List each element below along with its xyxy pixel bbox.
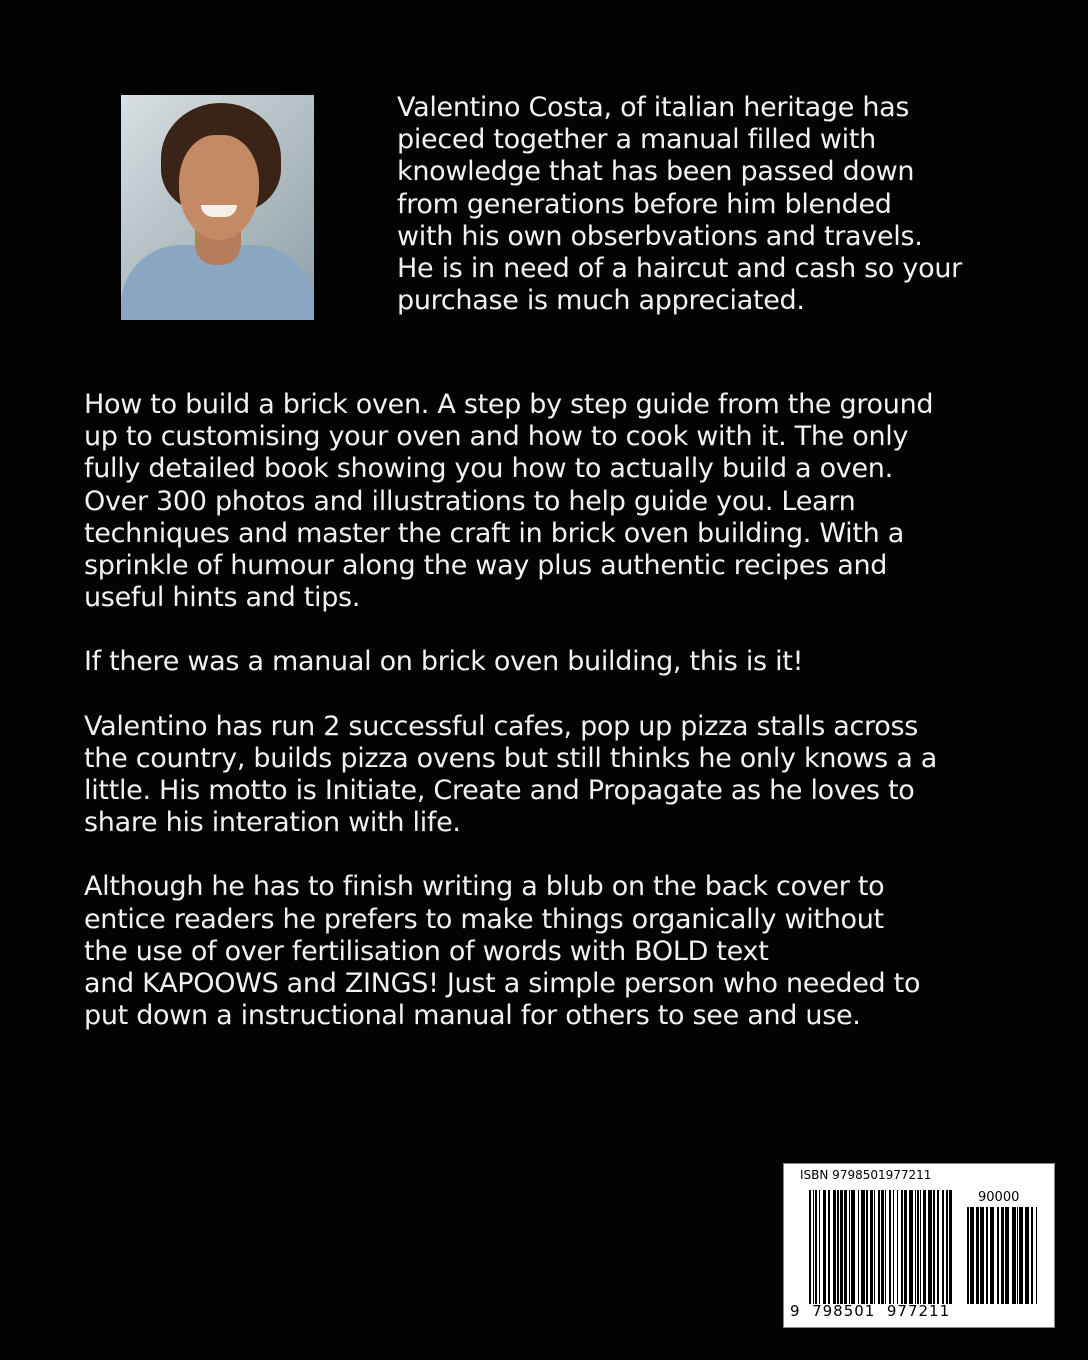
paragraph-line: entice readers he prefers to make things organically without	[84, 903, 884, 935]
barcode-bar	[980, 1207, 984, 1304]
barcode-bar	[933, 1190, 935, 1304]
barcode-bar	[878, 1190, 880, 1304]
barcode-bar	[881, 1190, 884, 1304]
paragraph-line: sprinkle of humour along the way plus authentic recipes and	[84, 550, 888, 582]
price-addon: 90000	[978, 1190, 1020, 1205]
barcode-bar	[1036, 1207, 1037, 1304]
barcode-bar	[923, 1190, 926, 1304]
barcode-bar	[815, 1190, 817, 1304]
barcode-bar	[885, 1190, 886, 1304]
bio-line: knowledge that has been passed down	[397, 156, 915, 188]
paragraph-line: the country, builds pizza ovens but still thinks he only knows a a	[84, 742, 937, 774]
barcode-bar	[990, 1207, 994, 1304]
bio-line: Valentino Costa, of italian heritage has	[397, 92, 910, 123]
barcode-bar	[1005, 1207, 1009, 1304]
barcode-bar	[1031, 1207, 1033, 1304]
barcode-bar	[949, 1190, 952, 1304]
bio-line: He is in need of a haircut and cash so your	[397, 253, 962, 285]
paragraph-line: put down a instructional manual for others to see and use.	[84, 1000, 861, 1032]
barcode-bar	[942, 1190, 944, 1304]
barcode-bar	[897, 1190, 898, 1304]
barcode-bar	[870, 1190, 873, 1304]
paragraph-line: fully detailed book showing you how to actually build a oven.	[84, 453, 893, 485]
barcode-bar	[828, 1190, 830, 1304]
barcode-bar	[823, 1190, 826, 1304]
paragraph-line: Valentino has run 2 successful cafes, pop up pizza stalls across	[84, 710, 919, 742]
barcode-bar	[813, 1190, 814, 1304]
book-description	[84, 389, 937, 1064]
barcode-bar	[819, 1190, 820, 1304]
author-bio	[397, 92, 962, 317]
barcode-bar	[861, 1190, 865, 1304]
barcode-bar	[1001, 1207, 1004, 1304]
barcode-bar	[997, 1207, 999, 1304]
barcode-bar	[909, 1190, 913, 1304]
barcode-bar	[809, 1190, 811, 1304]
bio-line: pieced together a manual filled with	[397, 124, 876, 156]
barcode-bar	[917, 1190, 919, 1304]
barcode-bar	[1025, 1207, 1029, 1304]
isbn-label: ISBN 9798501977211	[800, 1168, 932, 1182]
bio-line: from generations before him blended	[397, 188, 892, 220]
barcode-bar	[851, 1190, 855, 1304]
isbn-barcode	[783, 1163, 1055, 1328]
barcode-bar	[1019, 1207, 1023, 1304]
barcode-bar	[1017, 1207, 1018, 1304]
barcode-bar	[844, 1190, 847, 1304]
barcode-bar	[970, 1207, 974, 1304]
barcode-bar	[967, 1207, 969, 1304]
bio-line: with his own obserbvations and travels.	[397, 220, 923, 252]
paragraph-line: Although he has to finish writing a blub on the back cover to	[84, 871, 885, 903]
paragraph-line: up to customising your oven and how to cook with it. The only	[84, 421, 909, 453]
paragraph-line: How to build a brick oven. A step by step guide from the ground	[84, 389, 934, 420]
paragraph-line: and KAPOOWS and ZINGS! Just a simple person who needed to	[84, 968, 921, 1000]
barcode-bar	[893, 1190, 894, 1304]
barcode-bar	[1012, 1207, 1016, 1304]
barcode-bar	[901, 1190, 903, 1304]
barcode-bar	[946, 1190, 948, 1304]
barcode-bar	[858, 1190, 859, 1304]
barcode-bar	[849, 1190, 850, 1304]
barcode-bar	[920, 1190, 921, 1304]
barcode-bar	[833, 1190, 836, 1304]
barcode-bar	[840, 1190, 843, 1304]
paragraph-line: useful hints and tips.	[84, 582, 361, 614]
barcode-bar	[928, 1190, 932, 1304]
barcode-bar	[837, 1190, 839, 1304]
barcode-bar	[866, 1190, 868, 1304]
paragraph-line: Over 300 photos and illustrations to help guide you. Learn	[84, 485, 856, 517]
barcode-bar	[915, 1190, 916, 1304]
author-photo	[121, 95, 314, 320]
barcode-bar	[937, 1190, 939, 1304]
paragraph	[84, 871, 937, 1032]
barcode-digits: 9 798501 977211	[790, 1302, 951, 1320]
paragraph-line: the use of over fertilisation of words with BOLD text	[84, 935, 769, 967]
paragraph-line: little. His motto is Initiate, Create and Propagate as he loves to	[84, 775, 915, 807]
barcode-bar	[889, 1190, 891, 1304]
paragraph	[84, 646, 937, 678]
barcode-bar	[874, 1190, 875, 1304]
barcode-bar	[976, 1207, 979, 1304]
paragraph	[84, 389, 937, 614]
barcode-bar	[986, 1207, 988, 1304]
photo-face	[179, 135, 259, 240]
paragraph-line: If there was a manual on brick oven building, this is it!	[84, 646, 804, 678]
paragraph-line: techniques and master the craft in brick oven building. With a	[84, 517, 904, 549]
bio-line: purchase is much appreciated.	[397, 285, 805, 317]
paragraph-line: share his interation with life.	[84, 807, 461, 839]
barcode-bar	[904, 1190, 907, 1304]
paragraph	[84, 711, 937, 840]
